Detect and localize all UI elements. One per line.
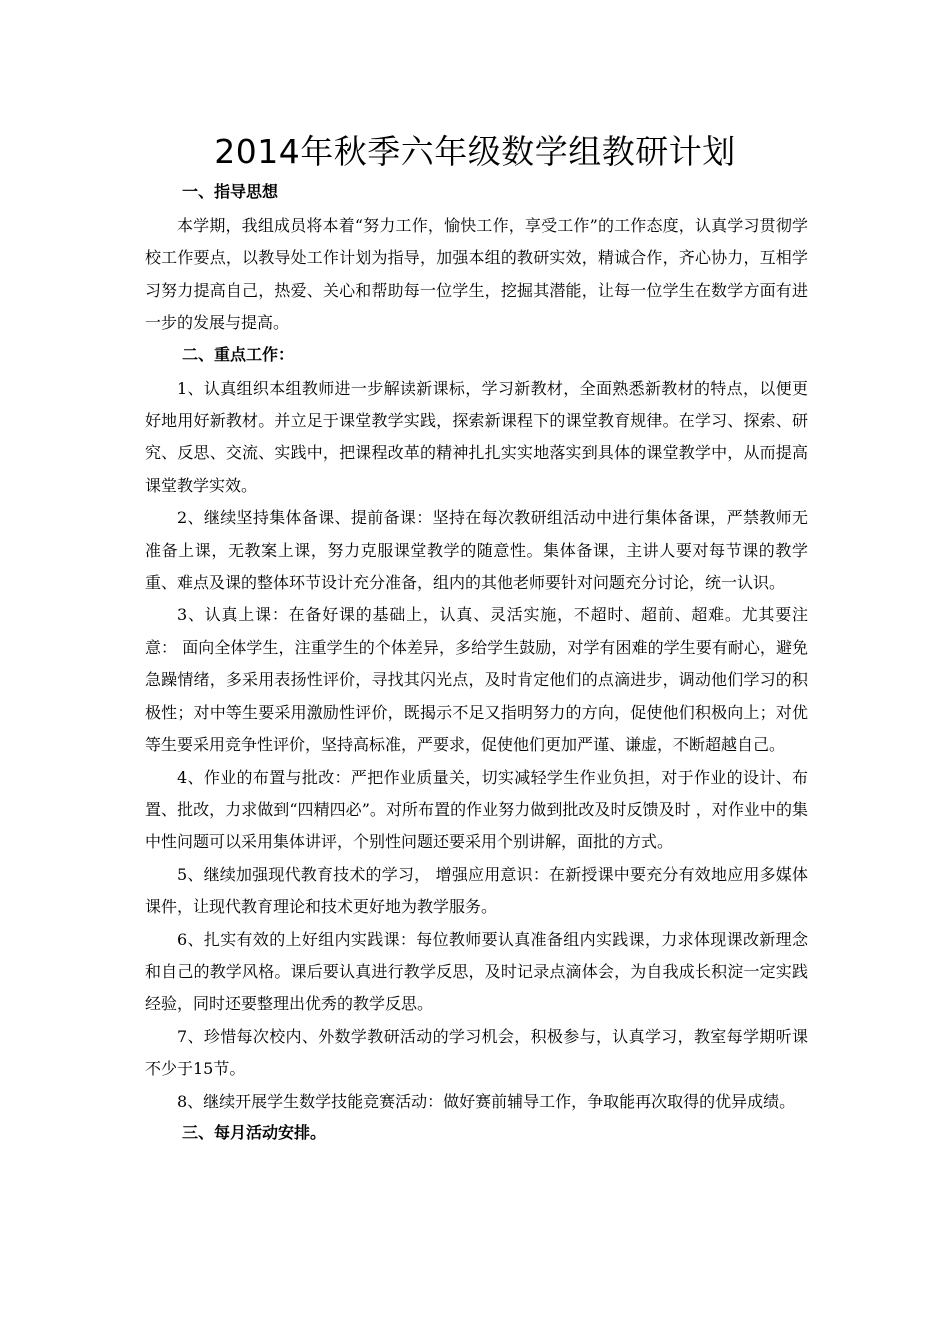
paragraph-guiding-thought: 本学期，我组成员将本着“努力工作，愉快工作，享受工作”的工作态度，认真学习贯彻学校工作要点，以教导处工作计划为指导，加强本组的教研实效，精诚合作，齐心协力，互相学习努力提高自己，热爱、关心和帮助每一位学生，挖掘其潜能，让每一位学生在数学方面有进一步的发展与提高。 [145, 216, 808, 333]
section-heading-monthly-activities: 三、每月活动安排。 [182, 1122, 327, 1142]
paragraph-key-work-2: 2、继续坚持集体备课、提前备课：坚持在每次教研组活动中进行集体备课，严禁教师无准备上课，无教案上课，努力克服课堂教学的随意性。集体备课，主讲人要对每节课的教学重、难点及课的整体环节设计充分准备，组内的其他老师要针对问题充分讨论，统一认识。 [145, 508, 808, 593]
paragraph-key-work-7: 7、珍惜每次校内、外数学教研活动的学习机会，积极参与，认真学习，教室每学期听课不少于15节。 [145, 1026, 808, 1079]
paragraph-key-work-1: 1、认真组织本组教师进一步解读新课标，学习新教材，全面熟悉新教材的特点，以便更好地用好新教材。并立足于课堂教学实践，探索新课程下的课堂教育规律。在学习、探索、研究、反思、交流、实践中，把课程改革的精神扎扎实实地落实到具体的课堂教学中，从而提高课堂教学实效。 [145, 378, 808, 495]
paragraph-key-work-4: 4、作业的布置与批改：严把作业质量关，切实减轻学生作业负担，对于作业的设计、布置、批改，力求做到“四精四必”。对所布置的作业努力做到批改及时反馈及时 ，对作业中的集中性问题可以采用集体讲评，个别性问题还要采用个别讲解，面批的方式。 [145, 767, 808, 852]
section-heading-guiding-thought: 一、指导思想 [182, 182, 279, 201]
paragraph-key-work-8: 8、继续开展学生数学技能竞赛活动：做好赛前辅导工作，争取能再次取得的优异成绩。 [177, 1091, 796, 1111]
section-heading-key-work: 二、重点工作： [182, 344, 295, 364]
document-body [145, 177, 808, 1151]
paragraph-key-work-6: 6、扎实有效的上好组内实践课：每位教师要认真准备组内实践课，力求体现课改新理念和自己的教学风格。课后要认真进行教学反思，及时记录点滴体会，为自我成长积淀一定实践经验，同时还要整理出优秀的教学反思。 [145, 929, 808, 1014]
paragraph-key-work-3: 3、认真上课：在备好课的基础上，认真、灵活实施，不超时、超前、超难。尤其要注意： 面向全体学生，注重学生的个体差异，多给学生鼓励，对学有困难的学生要有耐心，避免急躁情绪，多采用表扬性评价，寻找其闪光点，及时肯定他们的点滴进步，调动他们学习的积极性；对中等生要采用激励性评价，既揭示不足又指明努力的方向，促使他们积极向上；对优等生要采用竞争性评价，坚持高标准，严要求，促使他们更加严谨、谦虚，不断超越自己。 [145, 605, 808, 755]
document-title: 2014年秋季六年级数学组教研计划 [214, 132, 736, 171]
paragraph-key-work-5: 5、继续加强现代教育技术的学习， 增强应用意识：在新授课中要充分有效地应用多媒体课件，让现代教育理论和技术更好地为教学服务。 [145, 864, 808, 917]
